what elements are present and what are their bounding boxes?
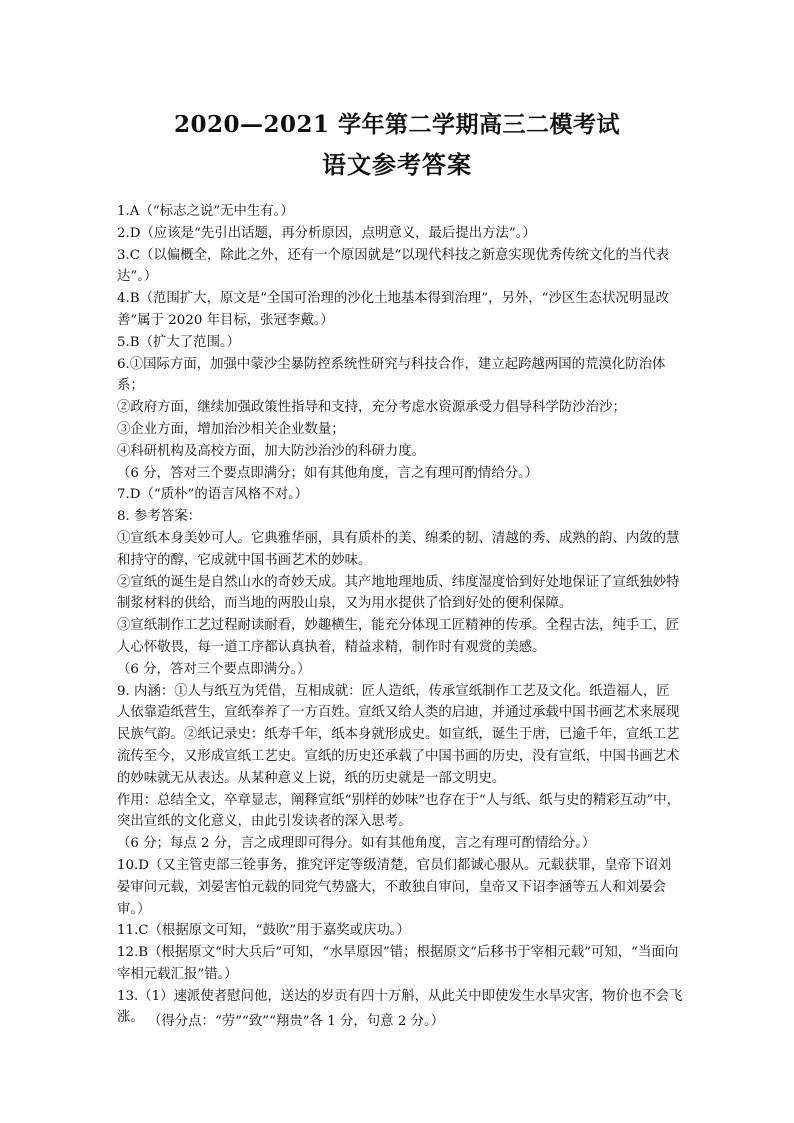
answer-6-point-2: ②政府方面，继续加强政策性指导和支持，充分考虑水资源承受力倡导科学防沙治沙； [117, 400, 626, 416]
answer-6-point-1: 6.①国际方面，加强中蒙沙尘暴防控系统性研究与科技合作，建立起跨越两国的荒漠化防治体系； [117, 356, 666, 394]
answer-2: 2.D（应该是“先引出话题，再分析原因，点明意义，最后提出方法”。） [117, 225, 536, 241]
answer-8-point-2: ②宣纸的诞生是自然山水的奇妙天成。其产地地理地质、纬度湿度恰到好处地保证了宣纸独妙特制浆材料的供给，而当地的两股山泉，又为用水提供了恰到好处的便利保障。 [117, 574, 680, 612]
answer-7: 7.D（“质朴”的语言风格不对。） [117, 487, 309, 503]
answer-8-point-3: ③宣纸制作工艺过程耐读耐看，妙趣横生，能充分体现工匠精神的传承。全程古法，纯手工，匠人心怀敬畏，每一道工序都认真执着，精益求精，制作时有观赏的美感。 [117, 618, 680, 655]
answer-8-point-1: ①宣纸本身美妙可人。它典雅华丽，具有质朴的美、绵柔的韧、清越的秀、成熟的韵、内敛的慧和持守的醇，它成就中国书画艺术的妙味。 [117, 530, 680, 568]
answer-11: 11.C（根据原文可知，“鼓吹”用于嘉奖或庆功。） [117, 923, 410, 939]
answer-1: 1.A（“标志之说”无中生有。） [117, 204, 294, 219]
answer-4: 4.B（范围扩大，原文是“全国可治理的沙化土地基本得到治理”，另外，“沙区生态状况明显改善”属于 2020 年目标，张冠李戴。） [117, 291, 669, 328]
answer-8-scoring: （6 分，答对三个要点即满分。） [117, 661, 311, 677]
answer-9-meaning: 9. 内涵：①人与纸互为凭借，互相成就：匠人造纸，传承宣纸制作工艺及文化。纸造福人，匠人依靠造纸营生，宣纸奉养了一方百姓。宣纸又给人类的启迪，并通过承载中国书画艺术来展现民族气韵。②纸记录史：纸寿千年，纸本身就形成史。如宣纸，诞生于唐，已逾千年，宣纸工艺流传至今，又形成宣纸工艺史。宣纸的历史还承载了中国书画的历史，没有宣纸，中国书画艺术的妙味就无从表达。从某种意义上说，纸的历史就是一部文明史。 [117, 683, 680, 786]
answer-13: 13.（1）速派使者慰问他，送达的岁贡有四十万斛，从此关中即使发生水旱灾害，物价也不会飞涨。 [117, 988, 683, 1026]
page-title: 2020—2021 学年第二学期高三二模考试 [173, 111, 621, 138]
answer-9-function: 作用：总结全文，卒章显志，阐释宣纸“别样的妙味”也存在于“人与纸、纸与史的精彩互动”中，突出宣纸的文化意义，由此引发读者的深入思考。 [117, 792, 681, 830]
answer-5: 5.B（扩大了范围。） [117, 334, 241, 350]
answer-3: 3.C（以偏概全，除此之外，还有一个原因就是“以现代科技之新意实现优秀传统文化的当代表达”。） [117, 247, 670, 285]
answer-6-point-4: ④科研机构及高校方面，加大防沙治沙的科研力度。 [117, 443, 425, 459]
answer-6-point-3: ③企业方面，增加治沙相关企业数量； [117, 421, 345, 437]
answer-list [117, 201, 683, 1029]
page-subtitle: 语文参考答案 [322, 150, 472, 179]
answer-9-scoring: （6 分；每点 2 分，言之成理即可得分。如有其他角度，言之有理可酌情给分。） [117, 836, 596, 852]
answer-8-heading: 8. 参考答案： [117, 509, 201, 525]
answer-6-scoring: （6 分，答对三个要点即满分；如有其他角度，言之有理可酌情给分。） [117, 465, 539, 481]
answer-12: 12.B（根据原文“时大兵后”可知，“水旱原因”错；根据原文“后移书于宰相元载”可知，“当面向宰相元载汇报”错。） [117, 945, 679, 982]
scoring-note: （得分点：“劳”“致”“翔贵”各 1 分，句意 2 分。） [148, 1014, 445, 1029]
answer-10: 10.D（又主管吏部三铨事务，推究评定等级清楚，官员们都诚心服从。元载获罪，皇帝下诏刘晏审问元载，刘晏害怕元载的同党气势盛大，不敢独自审问，皇帝又下诏李涵等五人和刘晏会审。） [117, 857, 672, 917]
